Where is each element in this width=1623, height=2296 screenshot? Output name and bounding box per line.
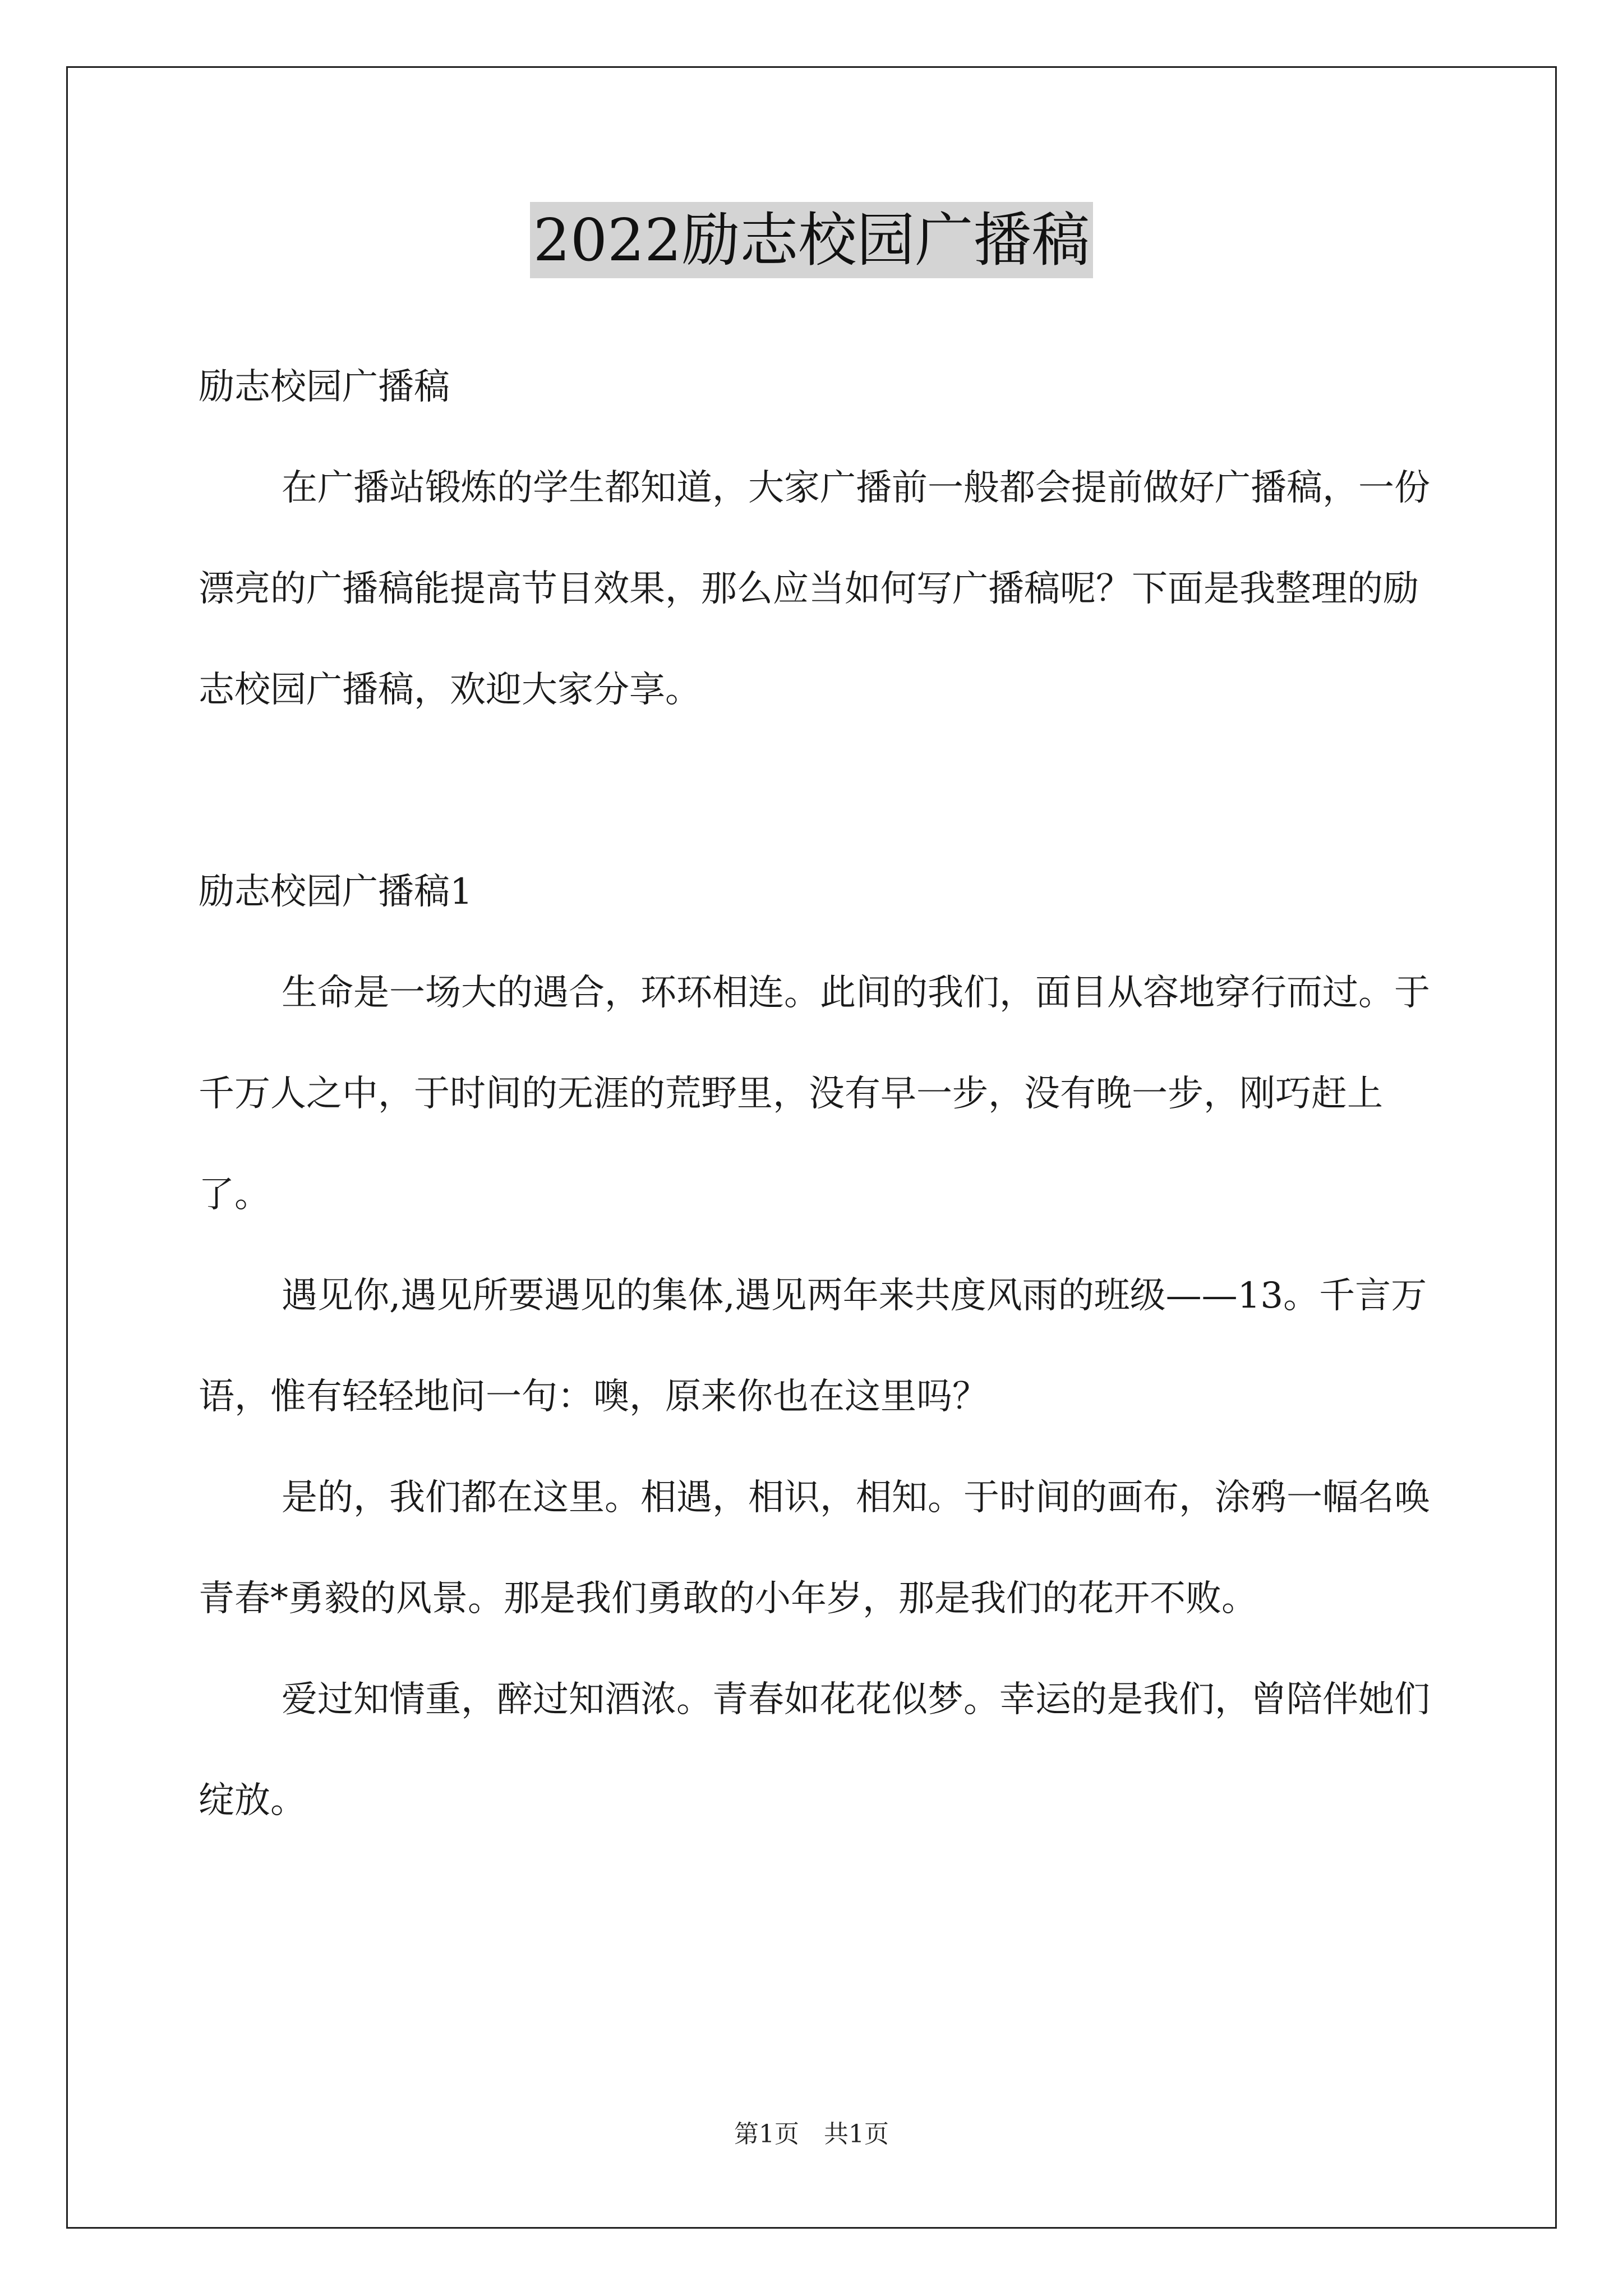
body-paragraph: 遇见你,遇见所要遇见的集体,遇见两年来共度风雨的班级——13。千言万语，惟有轻轻地问一句：噢，原来你也在这里吗？	[199, 1275, 1427, 1418]
document-body	[199, 337, 1432, 1851]
section-heading: 励志校园广播稿1	[199, 871, 473, 913]
body-paragraph: 是的，我们都在这里。相遇，相识，相知。于时间的画布，涂鸦一幅名唤青春*勇毅的风景。那是我们勇敢的小年岁，那是我们的花开不败。	[199, 1477, 1430, 1619]
body-paragraph: 生命是一场大的遇合，环环相连。此间的我们，面目从容地穿行而过。于千万人之中，于时间的无涯的荒野里，没有早一步，没有晚一步，刚巧赶上了。	[199, 972, 1430, 1216]
page-footer: 第1页 共1页	[734, 2120, 889, 2148]
body-paragraph: 爱过知情重，醉过知酒浓。青春如花花似梦。幸运的是我们，曾陪伴她们绽放。	[199, 1679, 1430, 1821]
document-title: 2022励志校园广播稿	[530, 202, 1094, 278]
intro-paragraph: 在广播站锻炼的学生都知道，大家广播前一般都会提前做好广播稿，一份漂亮的广播稿能提高节目效果，那么应当如何写广播稿呢？下面是我整理的励志校园广播稿，欢迎大家分享。	[199, 467, 1430, 711]
section-heading: 励志校园广播稿	[199, 366, 450, 408]
paragraph-spacer	[199, 740, 1432, 841]
title-container	[0, 202, 1623, 278]
